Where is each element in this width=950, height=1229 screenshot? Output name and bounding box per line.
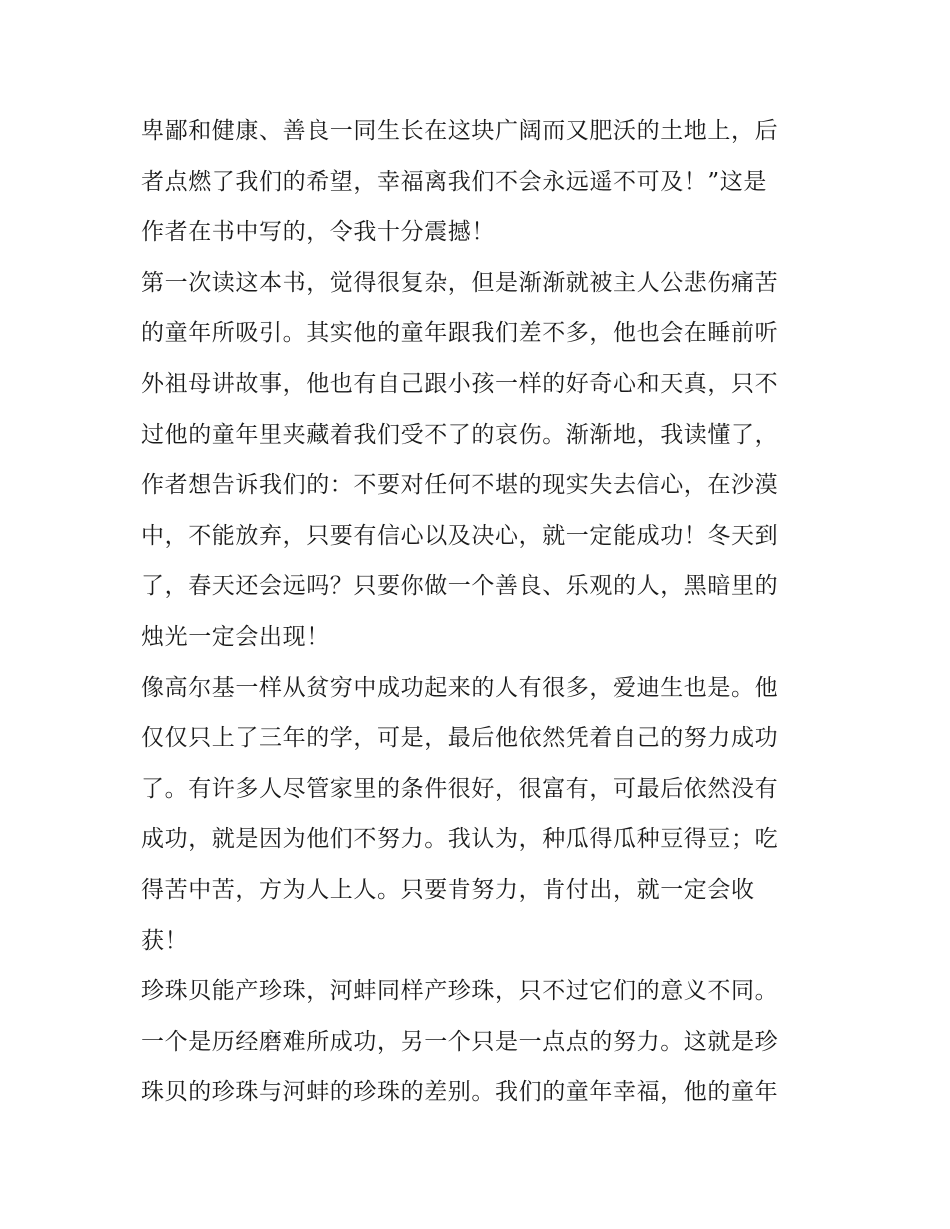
text-line: 外祖母讲故事，他也有自己跟小孩一样的好奇心和天真，只不	[141, 370, 779, 397]
body-text	[141, 106, 821, 1118]
text-line: 珍珠贝能产珍珠，河蚌同样产珍珠，只不过它们的意义不同。	[141, 978, 779, 1005]
text-line: 了。有许多人尽管家里的条件很好，很富有，可最后依然没有	[141, 775, 779, 802]
text-line: 卑鄙和健康、善良一同生长在这块广阔而又肥沃的土地上，后	[141, 118, 779, 144]
text-line: 者点燃了我们的希望，幸福离我们不会永远遥不可及！”这是	[141, 168, 767, 195]
text-line: 成功，就是因为他们不努力。我认为，种瓜得瓜种豆得豆；吃	[141, 826, 779, 853]
text-line: 的童年所吸引。其实他的童年跟我们差不多，他也会在睡前听	[141, 320, 779, 347]
text-line: 了，春天还会远吗？只要你做一个善良、乐观的人，黑暗里的	[141, 573, 779, 600]
text-line: 烛光一定会出现！	[141, 623, 330, 650]
text-line: 一个是历经磨难所成功，另一个只是一点点的努力。这就是珍	[141, 1028, 779, 1055]
text-line: 像高尔基一样从贫穷中成功起来的人有很多，爱迪生也是。他	[141, 674, 779, 701]
text-line: 仅仅只上了三年的学，可是，最后他依然凭着自己的努力成功	[141, 725, 779, 752]
text-line: 中，不能放弃，只要有信心以及决心，就一定能成功！冬天到	[141, 522, 779, 549]
text-line: 作者在书中写的，令我十分震撼！	[141, 219, 495, 246]
text-line: 得苦中苦，方为人上人。只要肯努力，肯付出，就一定会收	[141, 876, 755, 903]
text-line: 作者想告诉我们的：不要对任何不堪的现实失去信心，在沙漠	[141, 472, 779, 499]
text-line: 获！	[141, 927, 189, 954]
text-line: 过他的童年里夹藏着我们受不了的哀伤。渐渐地，我读懂了，	[141, 421, 779, 448]
text-line: 第一次读这本书，觉得很复杂，但是渐渐就被主人公悲伤痛苦	[141, 269, 779, 296]
text-line: 珠贝的珍珠与河蚌的珍珠的差别。我们的童年幸福，他的童年	[141, 1079, 779, 1106]
